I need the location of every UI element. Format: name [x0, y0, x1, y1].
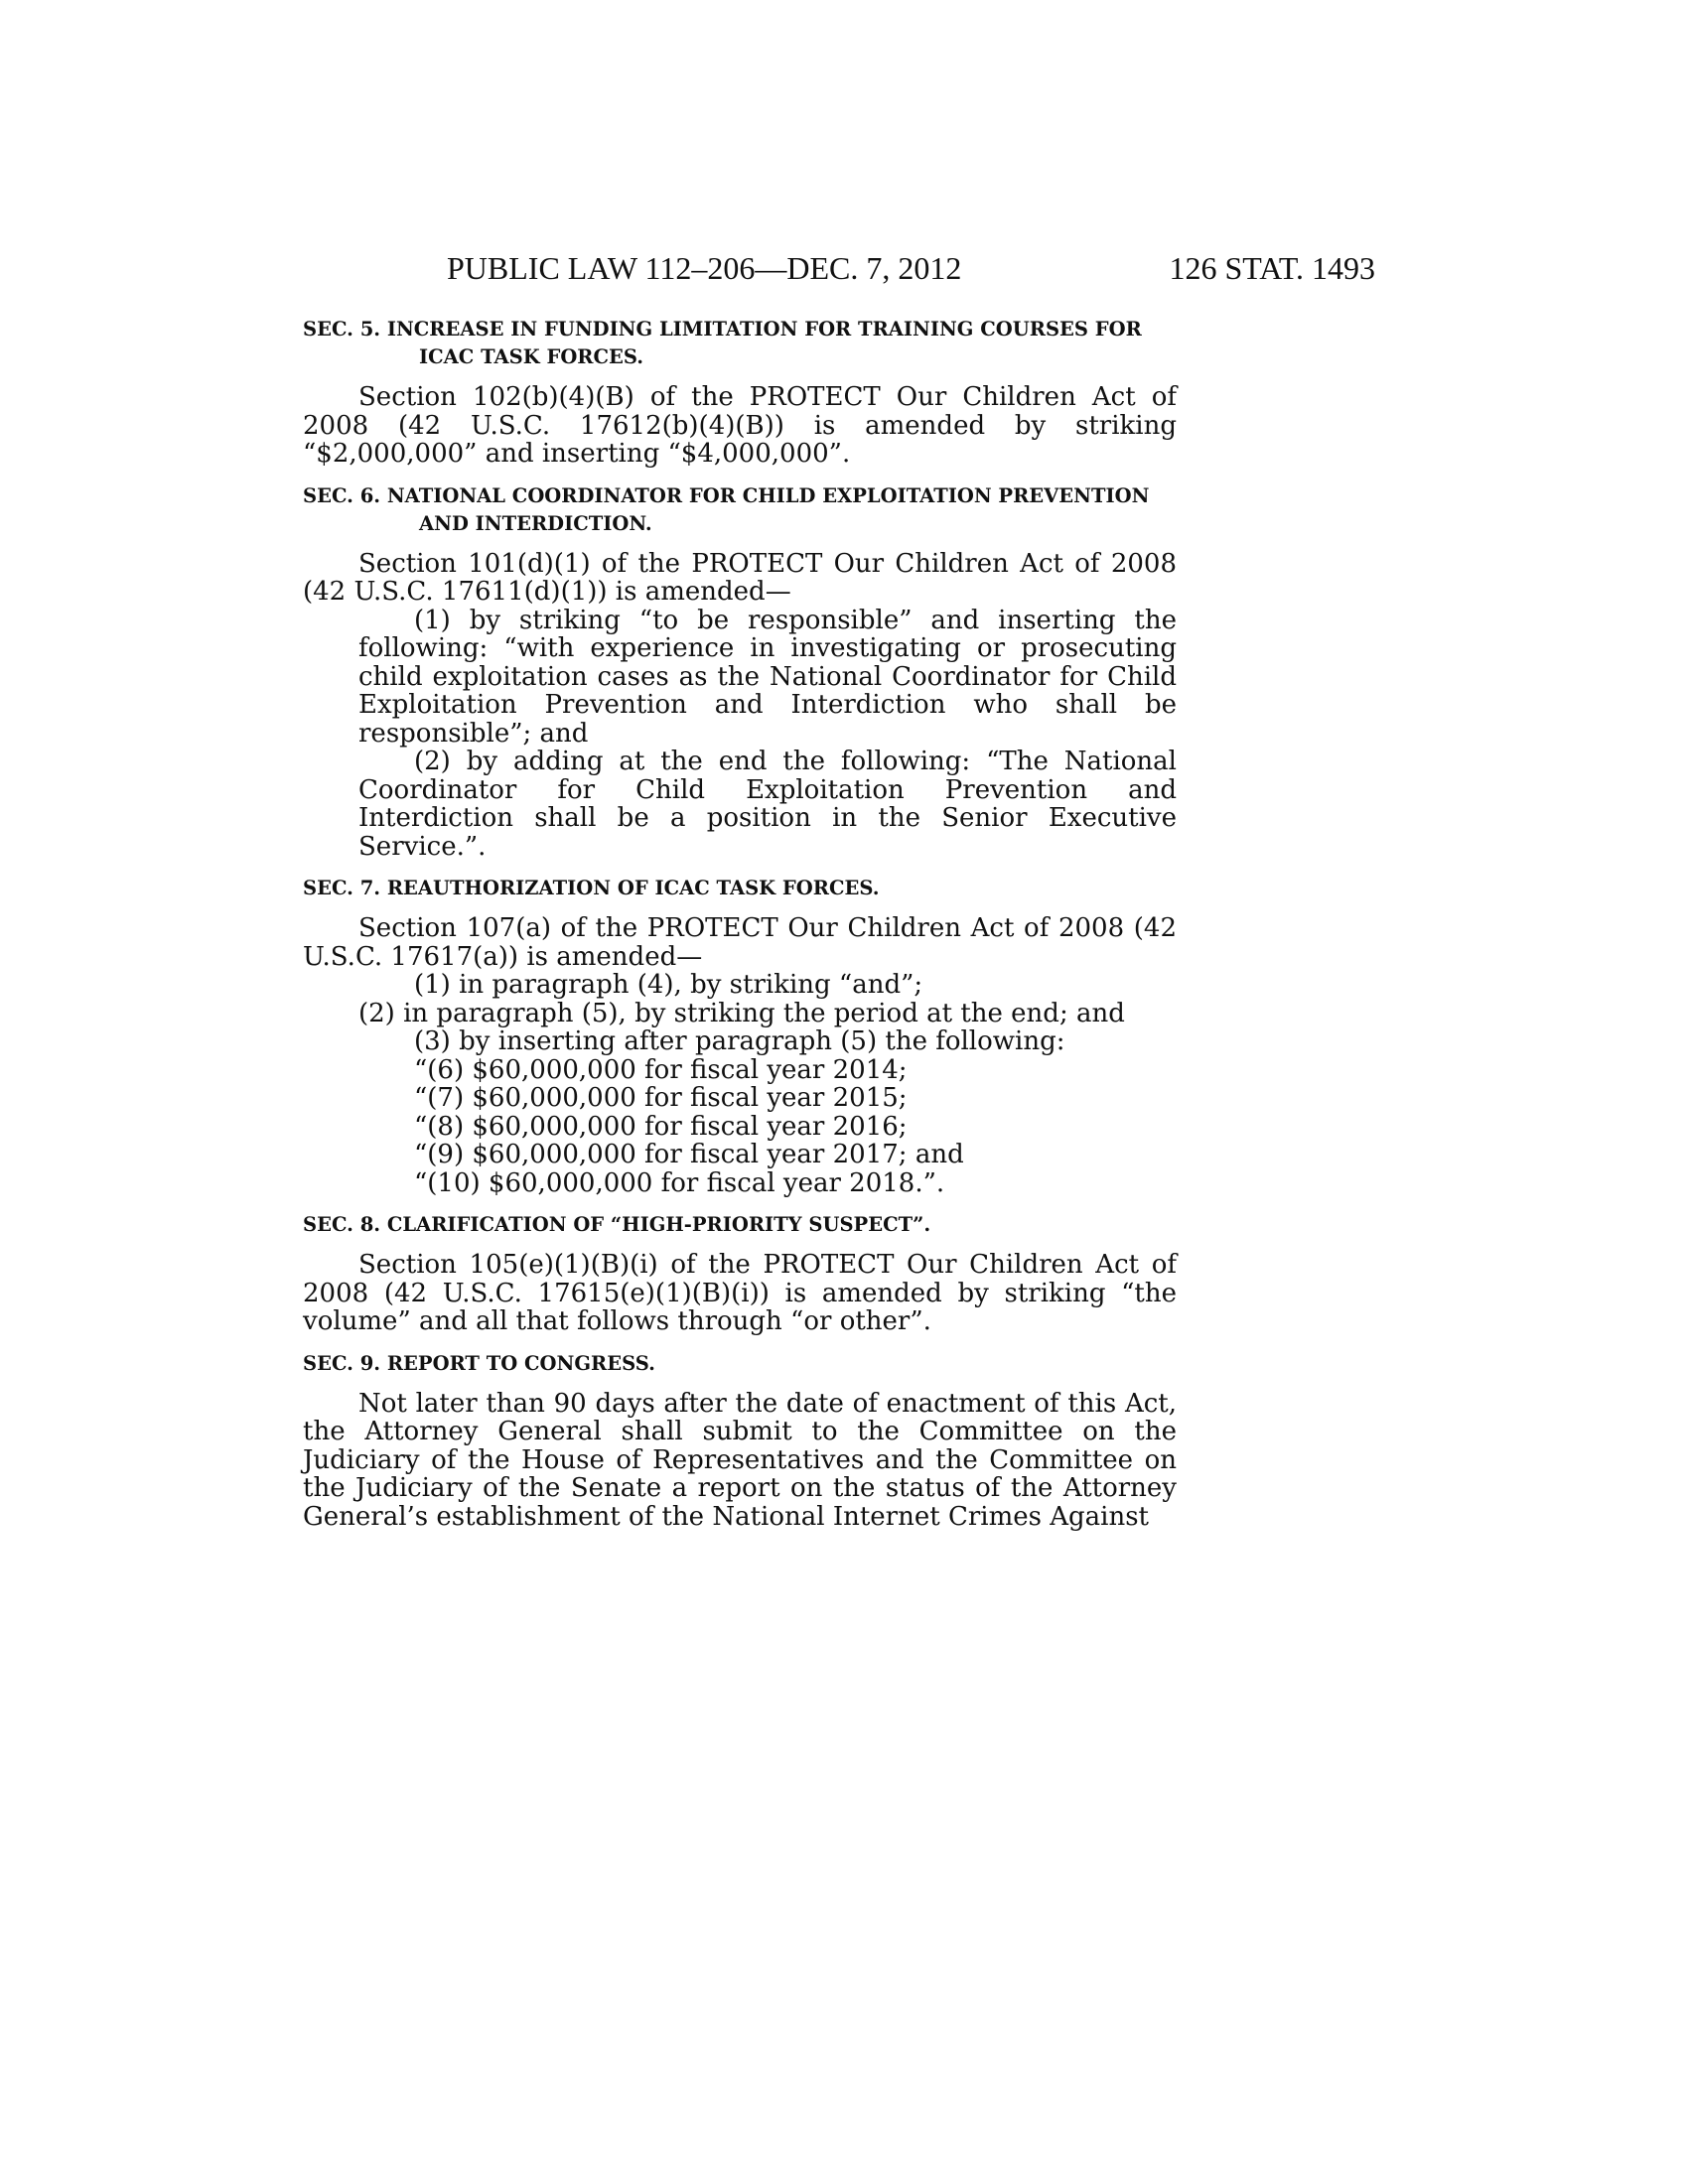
section-7-item-3: (3) by inserting after paragraph (5) the following:	[414, 1026, 1065, 1056]
section-6-heading: SEC. 6. NATIONAL COORDINATOR FOR CHILD EXPLOITATION PREVENTION AND INTERDICTION.	[303, 483, 1150, 535]
section-7-quoted-paragraph-8: “(8) $60,000,000 for fiscal year 2016;	[414, 1111, 908, 1142]
section-7-item-2: (2) in paragraph (5), by striking the period at the end; and	[358, 998, 1125, 1028]
section-9-text: Not later than 90 days after the date of enactment of this Act, the Attorney General shall submit to the Committee on the Judiciary of the House of Representatives and the Committee on the Judiciary of the Senate a report on the status of the Attorney General’s establishment of the National Internet Crimes Against	[303, 1388, 1177, 1532]
section-7-intro: Section 107(a) of the PROTECT Our Children Act of 2008 (42 U.S.C. 17617(a)) is amended—	[303, 913, 1177, 972]
section-6-item-2: (2) by adding at the end the following: “The National Coordinator for Child Exploitation Prevention and Interdiction shall be a position in the Senior Executive Service.”.	[358, 747, 1177, 862]
section-9-heading: SEC. 9. REPORT TO CONGRESS.	[303, 1351, 655, 1375]
section-8-heading: SEC. 8. CLARIFICATION OF “HIGH-PRIORITY SUSPECT”.	[303, 1213, 931, 1236]
running-head	[447, 248, 1375, 288]
section-6-item-1: (1) by striking “to be responsible” and inserting the following: “with experience in investigating or prosecuting child exploitation cases as the National Coordinator for Child Exploitation Prevention and Interdiction who shall be responsible”; and	[358, 605, 1177, 749]
section-7-quoted-paragraph-9: “(9) $60,000,000 for fiscal year 2017; and	[414, 1140, 964, 1169]
running-head-title: PUBLIC LAW 112–206—DEC. 7, 2012	[447, 250, 962, 286]
section-7-quoted-paragraph-6: “(6) $60,000,000 for fiscal year 2014;	[414, 1054, 908, 1085]
page-folio: 126 STAT. 1493	[1169, 250, 1375, 286]
section-5	[303, 316, 1177, 469]
section-8	[303, 1211, 1177, 1336]
statute-body	[303, 316, 1177, 1531]
section-7-heading: SEC. 7. REAUTHORIZATION OF ICAC TASK FORCES.	[303, 877, 880, 899]
section-9	[303, 1350, 1177, 1532]
section-6-intro: Section 101(d)(1) of the PROTECT Our Children Act of 2008 (42 U.S.C. 17611(d)(1)) is amended—	[303, 548, 1177, 607]
section-6	[303, 482, 1177, 862]
section-7	[303, 875, 1177, 1197]
section-5-heading: SEC. 5. INCREASE IN FUNDING LIMITATION FOR TRAINING COURSES FOR ICAC TASK FORCES.	[303, 318, 1142, 368]
section-7-quoted-paragraph-10: “(10) $60,000,000 for fiscal year 2018.”.	[414, 1167, 945, 1198]
section-8-text: Section 105(e)(1)(B)(i) of the PROTECT Our Children Act of 2008 (42 U.S.C. 17615(e)(1)(B)(i)) is amended by striking “the volume” and all that follows through “or other”.	[303, 1250, 1177, 1336]
section-5-text: Section 102(b)(4)(B) of the PROTECT Our Children Act of 2008 (42 U.S.C. 17612(b)(4)(B)) is amended by striking “$2,000,000” and inserting “$4,000,000”.	[303, 382, 1177, 469]
section-7-item-1: (1) in paragraph (4), by striking “and”;	[414, 970, 923, 1000]
section-7-quoted-paragraph-7: “(7) $60,000,000 for fiscal year 2015;	[414, 1083, 908, 1113]
